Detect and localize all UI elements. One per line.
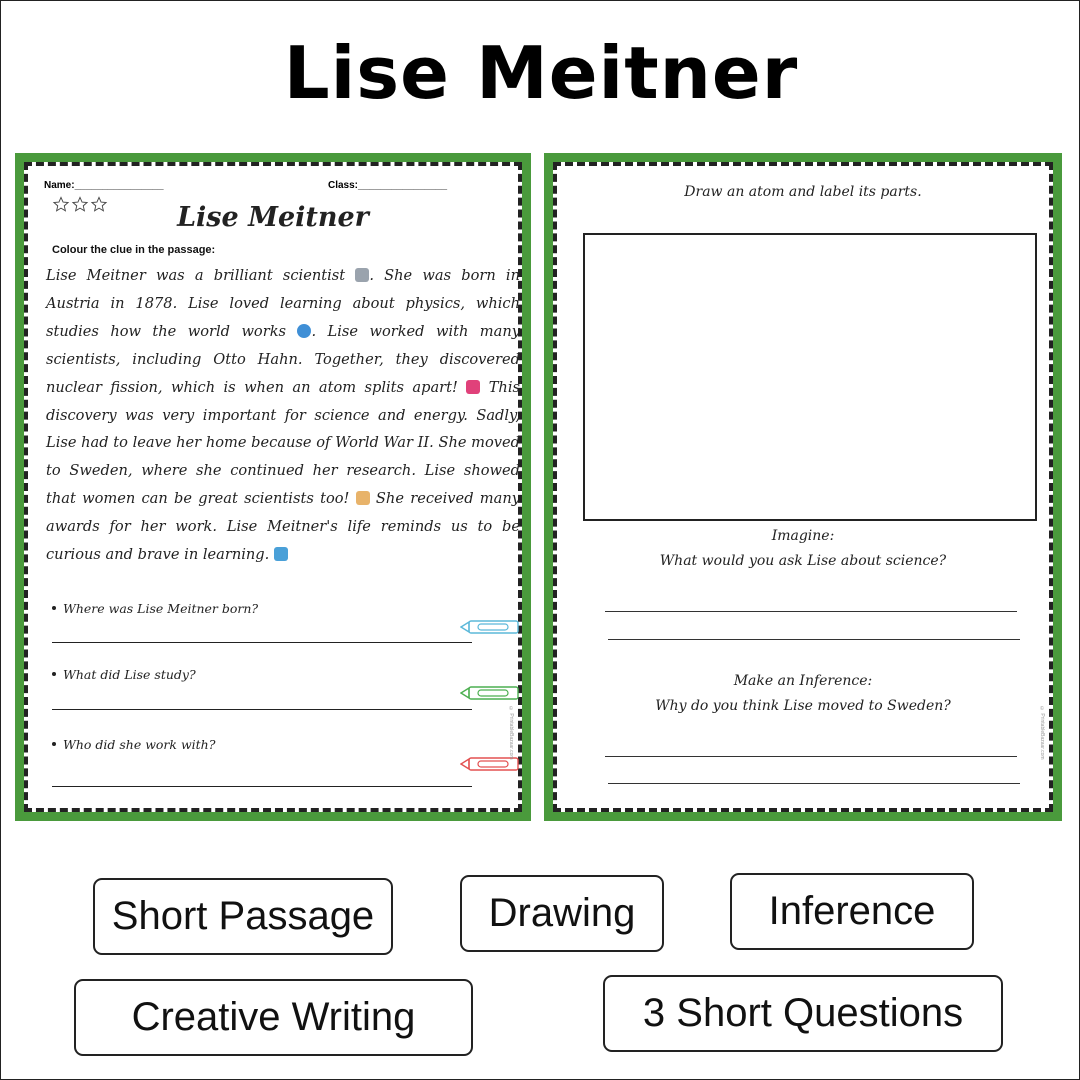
imagine-heading: Imagine: xyxy=(771,528,835,544)
drawing-box[interactable] xyxy=(583,233,1037,521)
passage-text: . Lise worked with many scientists, including Otto Hahn. Together, they discovered nuclear fission, which is when an atom splits apart! xyxy=(46,322,520,396)
bullet-icon xyxy=(52,742,56,746)
question-item xyxy=(52,667,196,682)
question-item xyxy=(52,601,258,616)
scientist-icon xyxy=(356,491,370,505)
answer-line[interactable] xyxy=(52,786,472,787)
answer-line[interactable] xyxy=(52,709,472,710)
globe-icon xyxy=(297,324,311,338)
passage-text: . She was born in Austria in 1878. Lise loved learning about physics, which studies how the world works xyxy=(46,267,521,340)
writing-line[interactable] xyxy=(608,639,1020,640)
watermark: © PrintableBazaar.com xyxy=(1039,706,1045,760)
bullet-icon xyxy=(52,606,56,610)
tag-drawing: Drawing xyxy=(460,875,664,952)
passage-text: This discovery was very important for science and energy. Sadly, Lise had to leave her home because of World War II. She moved to Sweden, where she continued her research. Lise showed that women can be great scientists too! xyxy=(46,378,520,508)
passage-text: She received many awards for her work. Lise Meitner's life reminds us to be curious and brave in learning. xyxy=(46,490,520,564)
tag-creative-writing: Creative Writing xyxy=(74,979,473,1056)
bullet-icon xyxy=(52,672,56,676)
watermark: © PrintableBazaar.com xyxy=(508,706,514,760)
writing-line[interactable] xyxy=(608,783,1020,784)
crayon-icon xyxy=(460,685,520,701)
instruction-text: Colour the clue in the passage: xyxy=(52,244,216,256)
class-field-label: Class:________________ xyxy=(328,180,447,191)
inference-heading: Make an Inference: xyxy=(733,673,873,689)
tag-inference: Inference xyxy=(730,873,974,950)
tag-short-passage: Short Passage xyxy=(93,878,393,955)
worksheet-frame xyxy=(553,162,1053,812)
worksheet-activities xyxy=(544,153,1062,821)
writing-line[interactable] xyxy=(605,611,1017,612)
worksheet-frame xyxy=(24,162,522,812)
question-text: Who did she work with? xyxy=(63,737,216,752)
worksheet-passage xyxy=(15,153,531,821)
question-text: Where was Lise Meitner born? xyxy=(63,601,259,616)
worksheet-title: Lise Meitner xyxy=(177,202,369,233)
writing-line[interactable] xyxy=(605,756,1017,757)
crayon-icon xyxy=(460,619,520,635)
question-text: What did Lise study? xyxy=(63,667,196,682)
imagine-question: What would you ask Lise about science? xyxy=(659,553,947,569)
name-field-label: Name:________________ xyxy=(44,180,164,191)
answer-line[interactable] xyxy=(52,642,472,643)
tag-3-short-questions: 3 Short Questions xyxy=(603,975,1003,1052)
explosion-icon xyxy=(466,380,480,394)
passage-text: Lise Meitner was a brilliant scientist xyxy=(46,267,356,284)
books-icon xyxy=(274,547,288,561)
question-item xyxy=(52,737,215,752)
page-title: Lise Meitner xyxy=(283,31,799,115)
inference-question: Why do you think Lise moved to Sweden? xyxy=(655,698,951,714)
draw-prompt: Draw an atom and label its parts. xyxy=(684,184,922,200)
microscope-icon xyxy=(355,268,369,282)
reading-passage xyxy=(46,262,520,569)
